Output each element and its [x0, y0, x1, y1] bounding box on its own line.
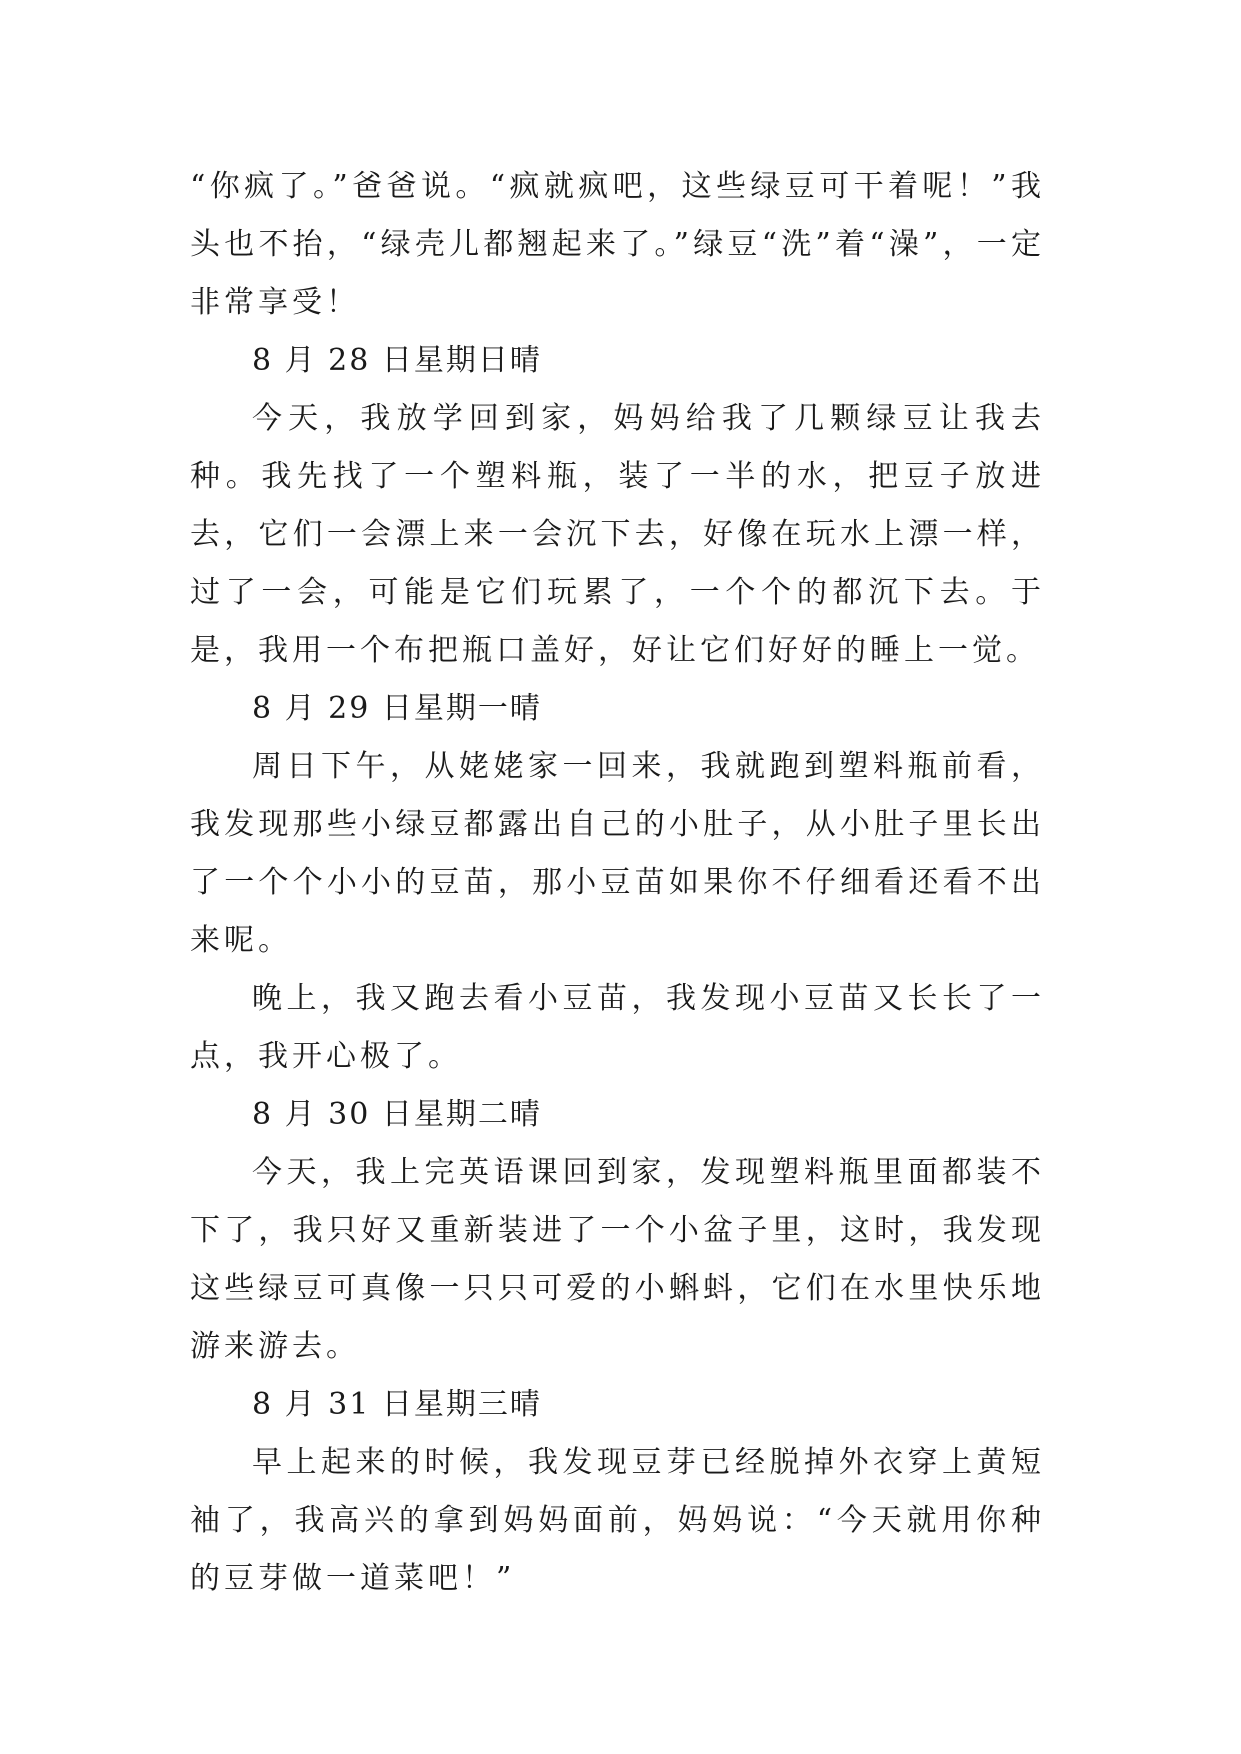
paragraph-aug-28: 今天，我放学回到家，妈妈给我了几颗绿豆让我去种。我先找了一个塑料瓶，装了一半的水，把豆子放进去，它们一会漂上来一会沉下去，好像在玩水上漂一样，过了一会，可能是它们玩累了，一个个的都沉下去。于是，我用一个布把瓶口盖好，好让它们好好的睡上一觉。	[190, 401, 1045, 668]
paragraph-intro: “你疯了。”爸爸说。“疯就疯吧，这些绿豆可干着呢！”我头也不抬，“绿壳儿都翘起来了。”绿豆“洗”着“澡”，一定非常享受！	[190, 169, 1045, 320]
diary-date-aug-28: 8 月 28 日星期日晴	[252, 343, 542, 378]
diary-date-aug-29: 8 月 29 日星期一晴	[252, 691, 542, 726]
paragraph-aug-29-afternoon: 周日下午，从姥姥家一回来，我就跑到塑料瓶前看，我发现那些小绿豆都露出自己的小肚子，从小肚子里长出了一个个小小的豆苗，那小豆苗如果你不仔细看还看不出来呢。	[190, 749, 1045, 958]
document-body	[190, 158, 1045, 1608]
paragraph-aug-29-evening: 晚上，我又跑去看小豆苗，我发现小豆苗又长长了一点，我开心极了。	[190, 981, 1045, 1074]
paragraph-aug-30: 今天，我上完英语课回到家，发现塑料瓶里面都装不下了，我只好又重新装进了一个小盆子里，这时，我发现这些绿豆可真像一只只可爱的小蝌蚪，它们在水里快乐地游来游去。	[190, 1155, 1045, 1364]
paragraph-aug-31: 早上起来的时候，我发现豆芽已经脱掉外衣穿上黄短袖了，我高兴的拿到妈妈面前，妈妈说：“今天就用你种的豆芽做一道菜吧！”	[190, 1445, 1045, 1596]
diary-date-aug-31: 8 月 31 日星期三晴	[252, 1387, 542, 1422]
diary-date-aug-30: 8 月 30 日星期二晴	[252, 1097, 542, 1132]
